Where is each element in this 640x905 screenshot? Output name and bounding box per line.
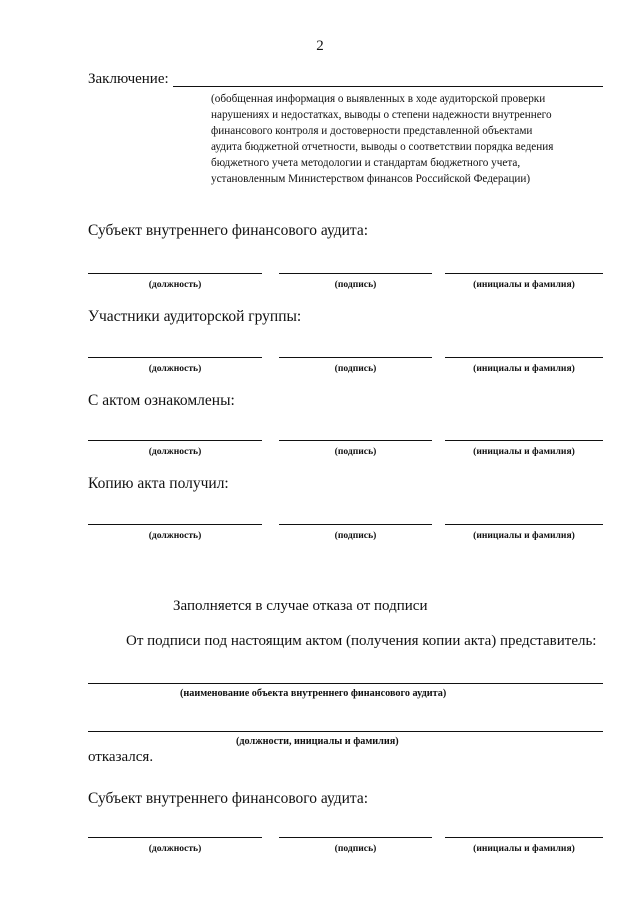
auditor-name-line[interactable] (445, 273, 603, 274)
name-caption: (инициалы и фамилия) (473, 279, 575, 290)
group-signature-line[interactable] (279, 357, 432, 358)
refused-text: отказался. (88, 749, 154, 765)
signature-caption: (подпись) (334, 530, 377, 541)
position-caption: (должность) (148, 363, 202, 374)
conclusion-note-line: установленным Министерством финансов Российской Федерации) (211, 173, 531, 186)
copy-position-line[interactable] (88, 524, 262, 525)
name-caption: (инициалы и фамилия) (473, 843, 575, 854)
conclusion-label: Заключение: (88, 71, 169, 87)
acquainted-position-line[interactable] (88, 440, 262, 441)
position-caption: (должность) (148, 843, 202, 854)
acquainted-heading: С актом ознакомлены: (88, 392, 235, 409)
group-name-line[interactable] (445, 357, 603, 358)
position-caption: (должность) (148, 279, 202, 290)
conclusion-input-line[interactable] (173, 86, 603, 87)
refusal-text: От подписи под настоящим актом (получения копии акта) представитель: (126, 633, 597, 649)
page-number: 2 (316, 38, 324, 54)
signature-caption: (подпись) (334, 843, 377, 854)
signature-caption: (подпись) (334, 446, 377, 457)
copy-signature-line[interactable] (279, 524, 432, 525)
auditor-position-line[interactable] (88, 273, 262, 274)
object-name-caption: (наименование объекта внутреннего финансового аудита) (180, 688, 447, 699)
audit-group-heading: Участники аудиторской группы: (88, 308, 302, 325)
final-signature-line[interactable] (279, 837, 432, 838)
name-caption: (инициалы и фамилия) (473, 446, 575, 457)
auditor-signature-line[interactable] (279, 273, 432, 274)
acquainted-name-line[interactable] (445, 440, 603, 441)
acquainted-signature-line[interactable] (279, 440, 432, 441)
object-name-line[interactable] (88, 683, 603, 684)
refusal-title: Заполняется в случае отказа от подписи (173, 598, 428, 614)
copy-received-heading: Копию акта получил: (88, 475, 229, 492)
auditor-heading: Субъект внутреннего финансового аудита: (88, 222, 369, 239)
final-auditor-heading: Субъект внутреннего финансового аудита: (88, 790, 369, 807)
conclusion-note-line: (обобщенная информация о выявленных в ходе аудиторской проверки (211, 93, 546, 105)
name-caption: (инициалы и фамилия) (473, 363, 575, 374)
signature-caption: (подпись) (334, 279, 377, 290)
copy-name-line[interactable] (445, 524, 603, 525)
conclusion-note (211, 91, 603, 188)
name-caption: (инициалы и фамилия) (473, 530, 575, 541)
conclusion-note-line: бюджетного учета методологии и стандартам бюджетного учета, (211, 157, 521, 170)
conclusion-note-line: аудита бюджетной отчетности, выводы о соответствии порядка ведения (211, 141, 554, 154)
signature-caption: (подпись) (334, 363, 377, 374)
representative-caption: (должности, инициалы и фамилия) (236, 736, 399, 747)
position-caption: (должность) (148, 446, 202, 457)
conclusion-note-line: нарушениях и недостатках, выводы о степени надежности внутреннего (211, 109, 552, 122)
representative-line[interactable] (88, 731, 603, 732)
group-position-line[interactable] (88, 357, 262, 358)
conclusion-note-line: финансового контроля и достоверности представленной объектами (211, 125, 533, 138)
final-position-line[interactable] (88, 837, 262, 838)
position-caption: (должность) (148, 530, 202, 541)
final-name-line[interactable] (445, 837, 603, 838)
